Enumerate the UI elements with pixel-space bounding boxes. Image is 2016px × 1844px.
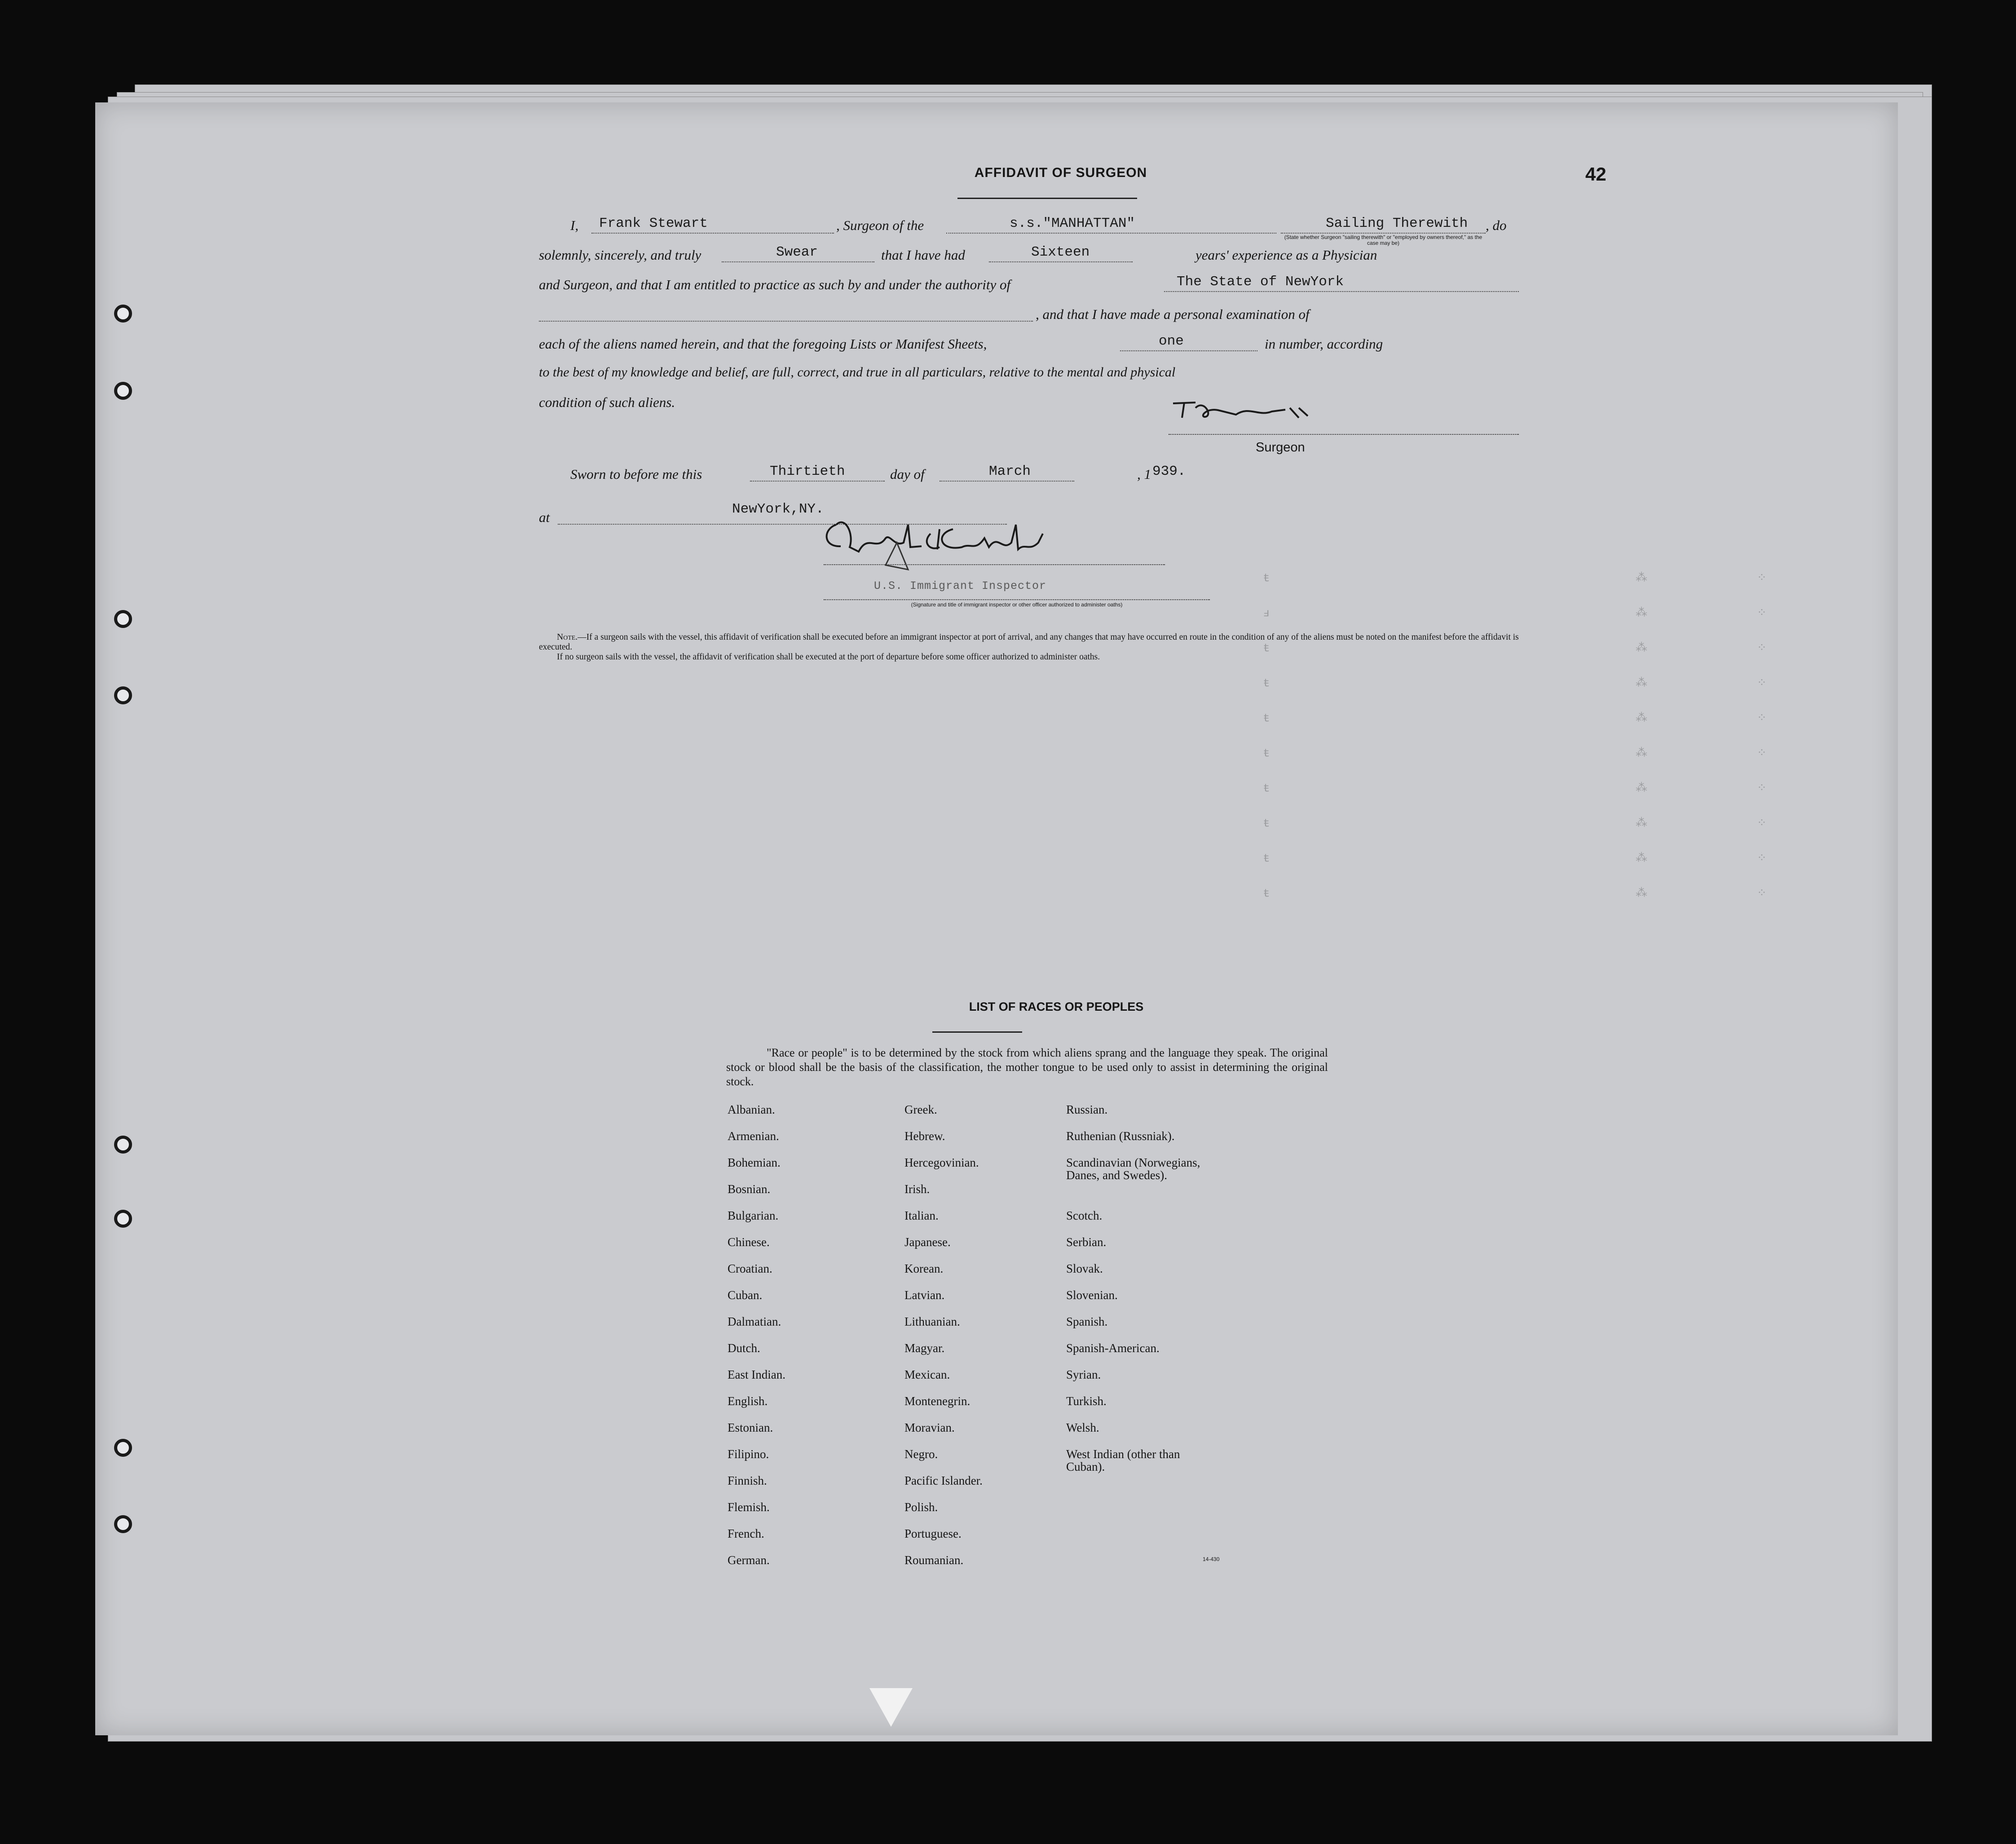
race-item: Estonian. [728, 1421, 773, 1434]
binder-hole [114, 382, 132, 400]
text-that-i-have-had: that I have had [881, 247, 965, 263]
affidavit-title: AFFIDAVIT OF SURGEON [974, 165, 1147, 180]
underline [591, 233, 834, 234]
text-in-number: in number, according [1265, 336, 1383, 352]
races-column-1 [728, 1103, 889, 1580]
race-item: Syrian. [1066, 1368, 1101, 1381]
race-item: Albanian. [728, 1103, 775, 1116]
inspector-caption: (Signature and title of immigrant inspector or other officer authorized to administer oaths) [911, 601, 1123, 608]
binder-hole [114, 1210, 132, 1228]
race-item: Moravian. [904, 1421, 955, 1434]
binder-hole [114, 1515, 132, 1533]
page-tab-marker [869, 1688, 913, 1727]
text-each-alien: each of the aliens named herein, and that the foregoing Lists or Manifest Sheets, [539, 336, 987, 352]
race-item: Irish. [904, 1182, 930, 1196]
form-number: 14-430 [1203, 1556, 1220, 1562]
races-list-title: LIST OF RACES OR PEOPLES [969, 1000, 1144, 1013]
text-and-surgeon: and Surgeon, and that I am entitled to practice as such by and under the authority of [539, 277, 1011, 292]
underline [1281, 233, 1486, 234]
race-item: Latvian. [904, 1288, 945, 1302]
oath-field: Swear [776, 244, 818, 260]
surgeon-name-field: Frank Stewart [599, 216, 708, 231]
race-item: Portuguese. [904, 1527, 962, 1540]
bleed-through-marks: ⁂ ⁂ ⁂ ⁂ ⁂ ⁂ ⁂ ⁂ ⁂ ⁂ [1636, 571, 1647, 900]
race-item: Chinese. [728, 1235, 770, 1249]
text-surgeon-of-the: , Surgeon of the [836, 217, 924, 233]
race-item: French. [728, 1527, 764, 1540]
bleed-through-marks: ŧ ⅎ ŧ ŧ ŧ ŧ ŧ ŧ ŧ ŧ [1263, 571, 1270, 900]
race-item: Slovak. [1066, 1262, 1103, 1275]
authority-field: The State of NewYork [1177, 274, 1344, 290]
race-item: Finnish. [728, 1474, 767, 1487]
inspector-signature-line [824, 564, 1165, 565]
sworn-month-field: March [989, 464, 1031, 479]
race-item: Korean. [904, 1262, 944, 1275]
manifest-page [95, 102, 1898, 1735]
text-best-knowledge: to the best of my knowledge and belief, are full, correct, and true in all particulars, relative to the mental and physical [539, 365, 1176, 380]
sheet-count-field: one [1159, 333, 1184, 349]
race-item: Italian. [904, 1209, 939, 1222]
text-condition: condition of such aliens. [539, 394, 675, 410]
race-item: Roumanian. [904, 1553, 964, 1567]
underline [539, 321, 1033, 322]
race-item: Ruthenian (Russniak). [1066, 1129, 1175, 1143]
underline [1164, 291, 1519, 292]
text-solemnly: solemnly, sincerely, and truly [539, 247, 701, 263]
race-item: Slovenian. [1066, 1288, 1118, 1302]
race-item: Armenian. [728, 1129, 779, 1143]
race-item: Filipino. [728, 1447, 769, 1461]
page-number: 42 [1585, 164, 1606, 185]
underline [989, 261, 1133, 262]
race-item: Welsh. [1066, 1421, 1099, 1434]
text-years-experience: years' experience as a Physician [1195, 247, 1377, 263]
note-label: Note. [557, 632, 578, 642]
text-sworn: Sworn to before me this [570, 466, 702, 482]
text-i: I, [570, 217, 579, 233]
race-item: East Indian. [728, 1368, 785, 1381]
race-item: Turkish. [1066, 1394, 1107, 1408]
race-item: Serbian. [1066, 1235, 1107, 1249]
race-item: Croatian. [728, 1262, 772, 1275]
race-item: Magyar. [904, 1341, 945, 1355]
text-at: at [539, 509, 550, 525]
binder-hole [114, 610, 132, 628]
underline [1120, 350, 1257, 351]
surgeon-signature [1164, 390, 1344, 426]
text-day-of: day of [890, 466, 925, 482]
text-year-prefix: , 1 [1137, 466, 1151, 482]
note-text-1: —If a surgeon sails with the vessel, this affidavit of verification shall be executed before an immigrant inspector at port of arrival, and any changes that may have occurred en route in the condition of any of the aliens must be noted on the manifest before the affidavit is executed. [539, 632, 1519, 652]
race-item: Hebrew. [904, 1129, 945, 1143]
race-item: Cuban. [728, 1288, 763, 1302]
race-item: Hercegovinian. [904, 1156, 979, 1169]
race-item: Spanish. [1066, 1315, 1108, 1328]
underline [722, 261, 874, 262]
underline [750, 481, 885, 482]
text-do: , do [1486, 217, 1507, 233]
sailing-status-caption: (State whether Surgeon "sailing therewith" or "employed by owners thereof," as the case may be) [1284, 234, 1482, 246]
race-item: Bulgarian. [728, 1209, 779, 1222]
race-item: Pacific Islander. [904, 1474, 983, 1487]
binder-hole [114, 1439, 132, 1457]
race-item: West Indian (other than Cuban). [1066, 1447, 1180, 1473]
surgeon-signature-line [1169, 434, 1519, 435]
races-intro: "Race or people" is to be determined by the stock from which aliens sprang and the language they speak. The original stock or blood shall be the basis of the classification, the mother tongue to be used only to assist in determining the original stock. [726, 1046, 1328, 1088]
race-item: Bohemian. [728, 1156, 781, 1169]
race-item: Dalmatian. [728, 1315, 781, 1328]
race-item: Lithuanian. [904, 1315, 960, 1328]
note-paragraph [539, 632, 1523, 662]
race-item: Mexican. [904, 1368, 950, 1381]
race-item: Scandinavian (Norwegians, Danes, and Swedes). [1066, 1156, 1200, 1182]
binder-hole [114, 305, 132, 323]
races-title-underline [932, 1031, 1022, 1033]
sworn-day-field: Thirtieth [770, 464, 845, 479]
race-item: Dutch. [728, 1341, 760, 1355]
binder-hole [114, 1136, 132, 1154]
race-item: English. [728, 1394, 768, 1408]
underline [940, 481, 1074, 482]
races-column-3 [1066, 1103, 1264, 1474]
race-item: Spanish-American. [1066, 1341, 1160, 1355]
surgeon-caption: Surgeon [1256, 440, 1305, 455]
underline [946, 233, 1276, 234]
sworn-place-field: NewYork,NY. [732, 501, 824, 517]
race-item: Polish. [904, 1500, 938, 1514]
race-item: German. [728, 1553, 770, 1567]
note-text-2: If no surgeon sails with the vessel, the affidavit of verification shall be executed at the port of departure before some officer authorized to administer oaths. [557, 652, 1100, 662]
sworn-year-field: 939. [1152, 464, 1186, 479]
inspector-title-stamp: U.S. Immigrant Inspector [874, 579, 1047, 593]
inspector-signature [818, 516, 1097, 588]
text-personal-exam: , and that I have made a personal examination of [1036, 306, 1310, 322]
races-column-2 [904, 1103, 1057, 1580]
vessel-name-field: s.s."MANHATTAN" [1010, 216, 1135, 231]
sailing-status-field: Sailing Therewith [1326, 216, 1468, 231]
title-underline [957, 198, 1137, 199]
race-item: Russian. [1066, 1103, 1108, 1116]
bleed-through-marks: ⁘ ⁘ ⁘ ⁘ ⁘ ⁘ ⁘ ⁘ ⁘ ⁘ [1757, 571, 1767, 900]
race-item: Greek. [904, 1103, 937, 1116]
race-item: Montenegrin. [904, 1394, 971, 1408]
race-item: Flemish. [728, 1500, 770, 1514]
inspector-title-line [824, 599, 1210, 600]
race-item: Scotch. [1066, 1209, 1103, 1222]
years-field: Sixteen [1031, 244, 1090, 260]
race-item: Negro. [904, 1447, 938, 1461]
race-item: Bosnian. [728, 1182, 771, 1196]
binder-hole [114, 686, 132, 704]
race-item: Japanese. [904, 1235, 951, 1249]
